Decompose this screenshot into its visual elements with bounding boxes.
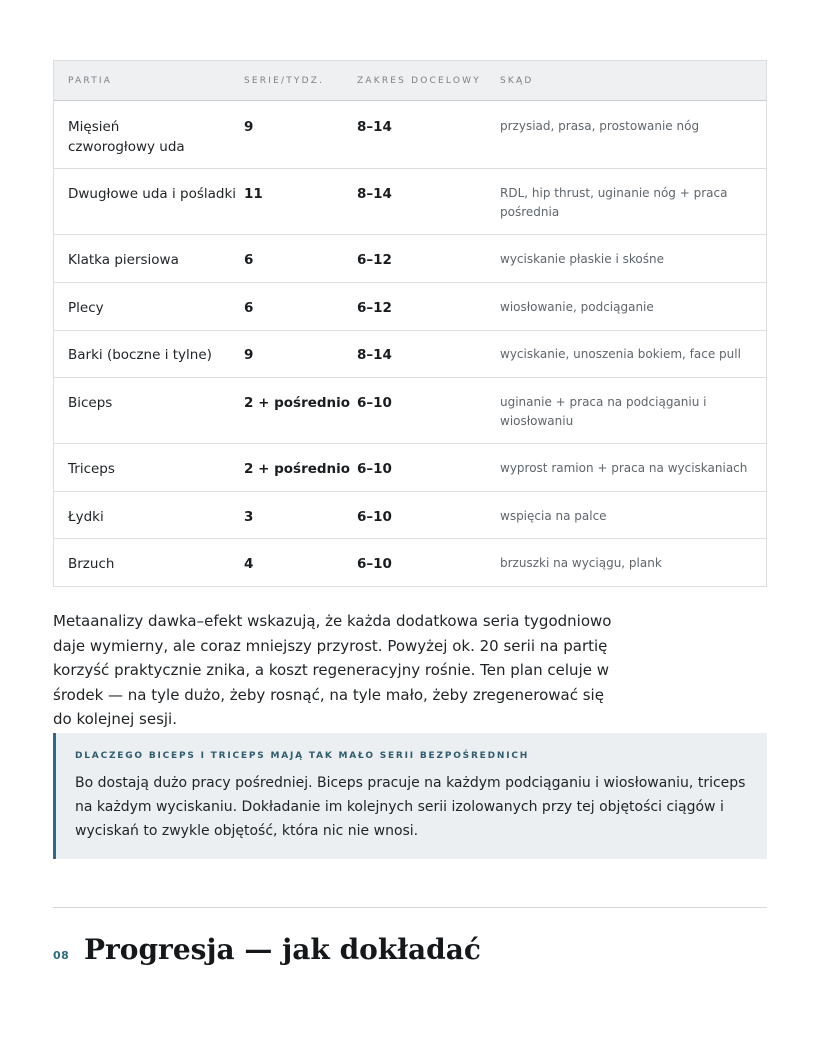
- row-range: 6–10: [357, 395, 392, 411]
- row-range: 6–12: [357, 300, 392, 316]
- row-sets: 4: [244, 556, 254, 572]
- row-sets: 6: [244, 300, 254, 316]
- row-source: wspięcia na palce: [500, 509, 607, 523]
- row-range: 6–10: [357, 556, 392, 572]
- table-header: [54, 61, 766, 101]
- row-source: wiosłowanie, podciąganie: [500, 300, 654, 314]
- row-source: wyciskanie, unoszenia bokiem, face pull: [500, 347, 741, 361]
- row-part: Brzuch: [68, 556, 115, 572]
- row-range: 6–10: [357, 509, 392, 525]
- table-row: [54, 331, 766, 378]
- callout-body: Bo dostają dużo pracy pośredniej. Biceps pracuje na każdym podciąganiu i wiosłowaniu, triceps na każdym wyciskaniu. Dokładanie im kolejnych serii izolowanych przy tej objętości ciągów i wyciskań to zwykle objętość, która nic nie wnosi.: [75, 775, 746, 839]
- row-source: przysiad, prasa, prostowanie nóg: [500, 119, 700, 133]
- volume-table: [53, 60, 767, 587]
- row-sets: 2 + pośrednio: [244, 461, 351, 477]
- row-part: Dwugłowe uda i pośladki: [68, 186, 237, 202]
- row-part: Biceps: [68, 395, 113, 411]
- row-part: Klatka piersiowa: [68, 252, 179, 268]
- section-title: Progresja — jak dokładać: [84, 933, 481, 966]
- row-sets: 9: [244, 347, 254, 363]
- row-sets: 11: [244, 186, 263, 202]
- callout-box: [53, 733, 767, 859]
- table-row: [54, 539, 766, 586]
- row-source: uginanie + praca na podciąganiu i wiosłowaniu: [500, 395, 707, 428]
- row-range: 8–14: [357, 186, 392, 202]
- row-source: RDL, hip thrust, uginanie nóg + praca pośrednia: [500, 186, 728, 219]
- row-part: Łydki: [68, 509, 104, 525]
- row-part: Triceps: [68, 461, 115, 477]
- row-source: wyciskanie płaskie i skośne: [500, 252, 664, 266]
- row-part: Plecy: [68, 300, 104, 316]
- header-skad: SKĄD: [500, 75, 534, 86]
- table-row: [54, 444, 766, 492]
- table-row: [54, 235, 766, 283]
- row-source: wyprost ramion + praca na wyciskaniach: [500, 461, 748, 475]
- section-divider: [53, 907, 767, 908]
- row-range: 6–10: [357, 461, 392, 477]
- body-paragraph: Metaanalizy dawka–efekt wskazują, że każda dodatkowa seria tygodniowo daje wymierny, ale coraz mniejszy przyrost. Powyżej ok. 20 serii na partię korzyść praktycznie znika, a koszt regeneracyjny rośnie. Ten plan celuje w środek — na tyle dużo, żeby rosnąć, na tyle mało, żeby zregenerować się do kolejnej sesji.: [53, 612, 612, 728]
- header-zakres: ZAKRES DOCELOWY: [357, 75, 481, 86]
- row-sets: 2 + pośrednio: [244, 395, 351, 411]
- table-row: [54, 492, 766, 539]
- row-sets: 3: [244, 509, 254, 525]
- row-sets: 6: [244, 252, 254, 268]
- section-number: 08: [53, 949, 70, 962]
- row-part: Mięsień czworogłowy uda: [68, 119, 185, 155]
- callout-title: DLACZEGO BICEPS I TRICEPS MAJĄ TAK MAŁO SERII BEZPOŚREDNICH: [75, 751, 530, 761]
- header-partia: PARTIA: [68, 75, 113, 86]
- row-source: brzuszki na wyciągu, plank: [500, 556, 662, 570]
- row-range: 8–14: [357, 119, 392, 135]
- table-row: [54, 169, 766, 235]
- header-serie: SERIE/TYDZ.: [244, 75, 325, 86]
- table-row: [54, 378, 766, 444]
- row-part: Barki (boczne i tylne): [68, 347, 212, 363]
- row-range: 8–14: [357, 347, 392, 363]
- row-range: 6–12: [357, 252, 392, 268]
- row-sets: 9: [244, 119, 254, 135]
- table-row: [54, 283, 766, 331]
- table-row: [54, 101, 766, 169]
